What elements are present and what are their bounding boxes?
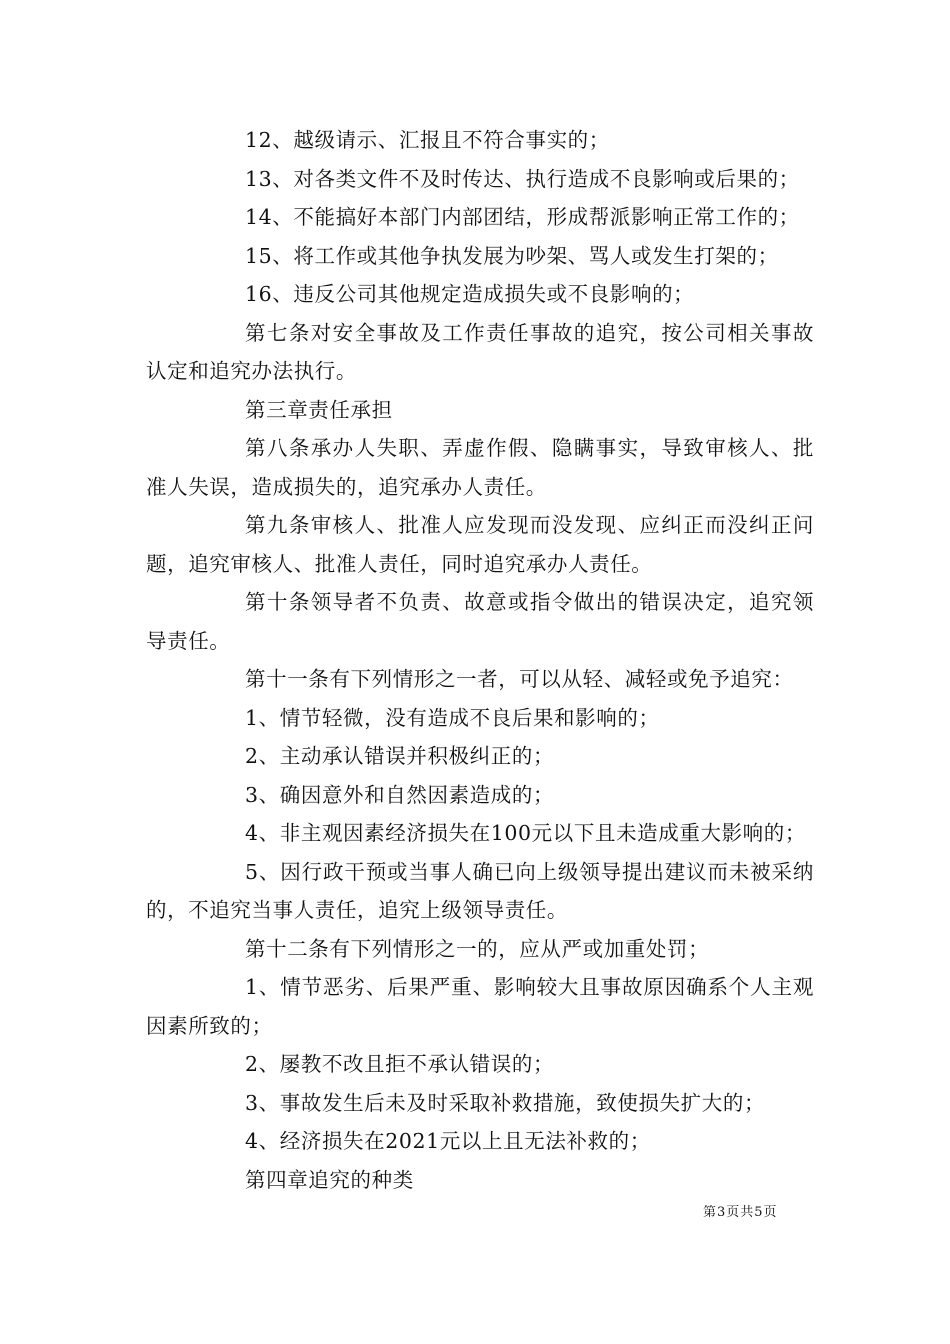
page-number: 第3页共5页 — [703, 1205, 778, 1220]
paragraph: 2、主动承认错误并积极纠正的； — [245, 744, 555, 768]
paragraph: 第十条领导者不负责、故意或指令做出的错误决定，追究领导责任。 — [146, 590, 814, 653]
paragraph: 1、情节恶劣、后果严重、影响较大且事故原因确系个人主观因素所致的； — [146, 975, 814, 1038]
paragraph: 第十二条有下列情形之一的，应从严或加重处罚； — [245, 936, 710, 961]
paragraph: 第八条承办人失职、弄虚作假、隐瞒事实，导致审核人、批准人失误，造成损失的，追究承办人责任。 — [146, 436, 814, 499]
chapter-heading: 第四章追究的种类 — [245, 1167, 414, 1192]
document-body — [146, 121, 814, 1199]
paragraph: 4、非主观因素经济损失在100元以下且未造成重大影响的； — [245, 821, 806, 845]
paragraph: 4、经济损失在2021元以上且无法补救的； — [245, 1129, 651, 1153]
paragraph: 3、事故发生后未及时采取补救措施，致使损失扩大的； — [245, 1090, 766, 1115]
paragraph: 14、不能搞好本部门内部团结，形成帮派影响正常工作的； — [245, 205, 800, 229]
paragraph: 15、将工作或其他争执发展为吵架、骂人或发生打架的； — [245, 243, 779, 268]
chapter-heading: 第三章责任承担 — [245, 397, 393, 422]
paragraph: 第七条对安全事故及工作责任事故的追究，按公司相关事故认定和追究办法执行。 — [146, 320, 814, 383]
paragraph: 第十一条有下列情形之一者，可以从轻、减轻或免予追究： — [245, 667, 794, 691]
paragraph: 1、情节轻微，没有造成不良后果和影响的； — [245, 705, 660, 730]
paragraph: 5、因行政干预或当事人确已向上级领导提出建议而未被采纳的，不追究当事人责任，追究上级领导责任。 — [146, 859, 814, 922]
paragraph: 第九条审核人、批准人应发现而没发现、应纠正而没纠正问题，追究审核人、批准人责任，同时追究承办人责任。 — [146, 513, 814, 576]
paragraph: 12、越级请示、汇报且不符合事实的； — [245, 128, 610, 152]
paragraph: 2、屡教不改且拒不承认错误的； — [245, 1052, 555, 1076]
paragraph: 16、违反公司其他规定造成损失或不良影响的； — [245, 282, 695, 306]
paragraph: 3、确因意外和自然因素造成的； — [245, 782, 555, 807]
paragraph: 13、对各类文件不及时传达、执行造成不良影响或后果的； — [245, 166, 800, 191]
